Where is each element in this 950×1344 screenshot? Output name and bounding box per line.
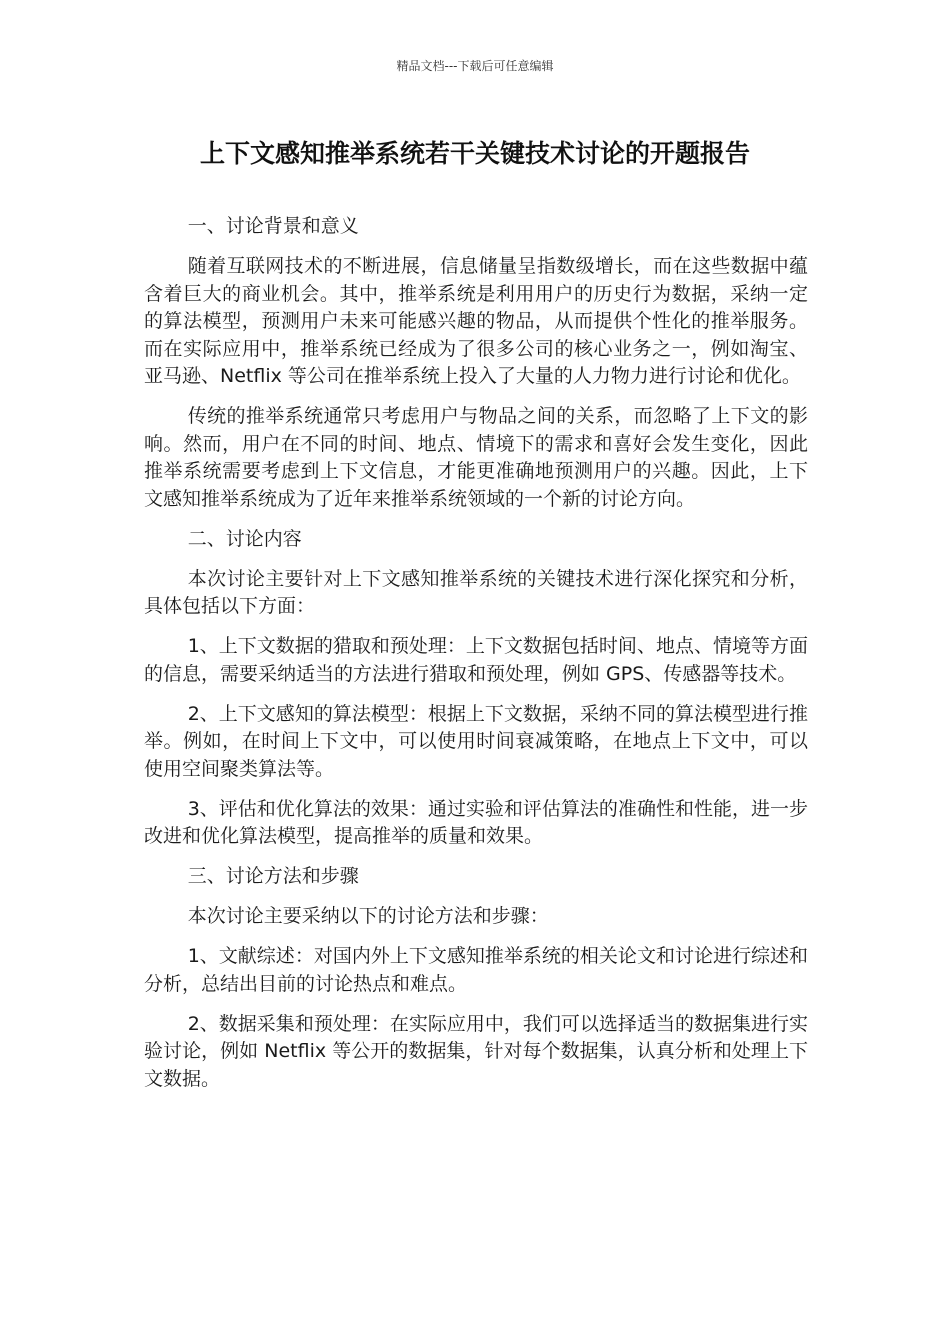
paragraph-methods-intro: 本次讨论主要采纳以下的讨论方法和步骤： — [187, 905, 549, 927]
list-item-content-2: 2、上下文感知的算法模型：根据上下文数据，采纳不同的算法模型进行推举。例如，在时间上下文中，可以使用时间衰减策略，在地点上下文中，可以使用空间聚类算法等。 — [144, 702, 808, 780]
document-title: 上下文感知推举系统若干关键技术讨论的开题报告 — [199, 139, 750, 168]
list-item-methods-1: 1、文献综述：对国内外上下文感知推举系统的相关论文和讨论进行综述和分析，总结出目前的讨论热点和难点。 — [144, 945, 808, 995]
paragraph-background-2: 传统的推举系统通常只考虑用户与物品之间的关系，而忽略了上下文的影响。然而，用户在不同的时间、地点、情境下的需求和喜好会发生变化，因此推举系统需要考虑到上下文信息，才能更准确地预测用户的兴趣。因此，上下文感知推举系统成为了近年来推举系统领域的一个新的讨论方向。 — [144, 405, 808, 510]
list-item-content-3: 3、评估和优化算法的效果：通过实验和评估算法的准确性和性能，进一步改进和优化算法模型，提高推举的质量和效果。 — [144, 797, 808, 847]
list-item-methods-2: 2、数据采集和预处理：在实际应用中，我们可以选择适当的数据集进行实验讨论，例如 Netflix 等公开的数据集，针对每个数据集，认真分析和处理上下文数据。 — [144, 1012, 808, 1090]
section-heading-content: 二、讨论内容 — [187, 527, 302, 550]
section-heading-background: 一、讨论背景和意义 — [187, 215, 359, 237]
paragraph-content-intro: 本次讨论主要针对上下文感知推举系统的关键技术进行深化探究和分析，具体包括以下方面： — [144, 567, 808, 617]
page-header-watermark: 精品文档---下载后可任意编辑 — [396, 59, 554, 73]
section-heading-methods: 三、讨论方法和步骤 — [187, 865, 359, 887]
document-body — [144, 213, 808, 1106]
paragraph-background-1: 随着互联网技术的不断进展，信息储量呈指数级增长，而在这些数据中蕴含着巨大的商业机会。其中，推举系统是利用用户的历史行为数据，采纳一定的算法模型，预测用户未来可能感兴趣的物品，从而提供个性化的推举服务。而在实际应用中，推举系统已经成为了很多公司的核心业务之一，例如淘宝、亚马逊、Netflix 等公司在推举系统上投入了大量的人力物力进行讨论和优化。 — [144, 255, 808, 387]
list-item-content-1: 1、上下文数据的猎取和预处理：上下文数据包括时间、地点、情境等方面的信息，需要采纳适当的方法进行猎取和预处理，例如 GPS、传感器等技术。 — [144, 635, 808, 685]
